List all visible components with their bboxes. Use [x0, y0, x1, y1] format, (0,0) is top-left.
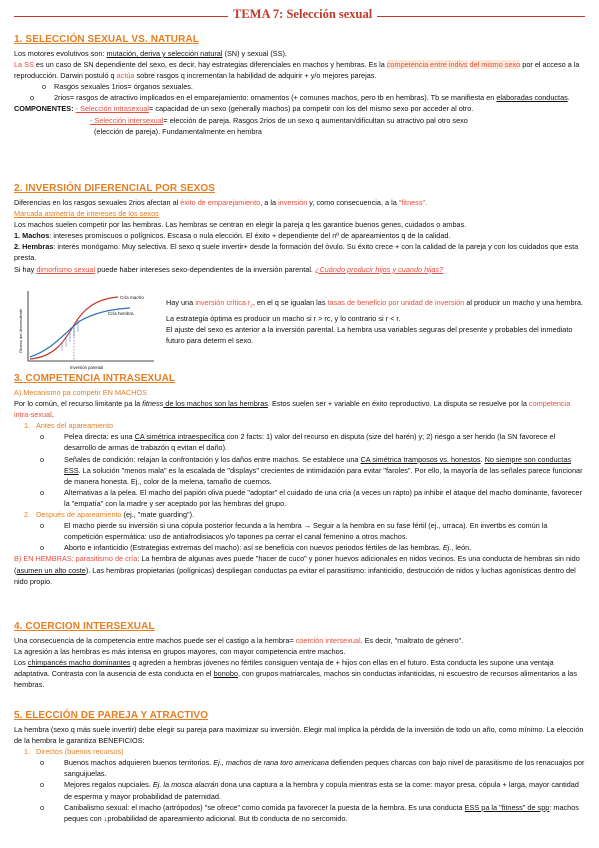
paragraph: Si hay dimorfismo sexual puede haber intereses sexo-dependientes de la inversión parental. ¿Cuándo producir hijos y cuando hijas?: [14, 264, 444, 274]
paragraph: Una consecuencia de la competencia entre machos puede ser el castigo a la hembra= coerción intersexual. Es decir, "maltrato de género".: [14, 636, 464, 645]
chart-label-mid: Cría hembra: [108, 311, 134, 316]
section-5-body: [14, 724, 585, 824]
list-item: o Pelea directa: es una CA simétrica intraespecífica con 2 facts: 1) valor del recurso en disputa (size del harén) y; 2) riesgo a ser herido (la SN favorece el desarrollo de armas de trabazón q evitan el daño).: [40, 432, 556, 453]
components-2: - Selección intersexual= elección de pareja. Rasgos 2rios de un sexo q aumentan/dificultan su atractivo pal otro sexo: [90, 115, 468, 125]
list-item: o 2rios= rasgos de atractivo implicados en el emparejamiento: ornamentos (+ comunes machos, pero tb en hembras). Tb se manifiesta en elaboradas conductas.: [30, 93, 570, 103]
section-4-body: [14, 635, 585, 690]
components: COMPONENTES: - Selección intrasexual= capacidad de un sexo (generally machos) pa competir con los del mismo sexo por acceder al otro.: [14, 104, 474, 114]
figure-explanation: [166, 297, 586, 346]
list-item: o Aborto e infanticidio (Estrategias extremas del macho): así se beneficia con nuevos periodos fértiles de las hembras. Ej., león.: [40, 543, 472, 553]
section-3-body: [14, 387, 585, 587]
paragraph: Por lo común, el recurso limitante pa la fitness de los machos son las hembras. Estos suelen ser + variable en éxito reproductivo. La disputa se resuelve por la competencia intra-sexual.: [14, 399, 571, 420]
list-item: o El macho pierde su inversión si una cópula posterior fecunda a la hembra → Seguir a la hembra en su fase fértil (ej., urraca). En invertbs es común la competición espermática: uso de antiafrodisiacos y/o tapones pa cerrar el canal femenino a otros machos.: [40, 521, 548, 542]
section-3-heading: 3. COMPETENCIA INTRASEXUAL: [14, 373, 176, 384]
list-item: o Buenos machos adquieren buenos territorios. Ej., machos de rana toro americana defienden peques charcas con bajo nivel de parasitismo de los renacuajos por sanguijuelas.: [40, 758, 585, 779]
paragraph: La SS es un caso de SN dependiente del sexo, es decir, hay estrategias diferenciales en machos y hembras. Es la competencia entre indivs del mismo sexo por el acceso a la reproducción. Darwin postuló q actúa sobre rasgos q incrementan la habilidad de adquirir + y/o mejores parejas.: [14, 60, 580, 81]
page-title: TEMA 7: Selección sexual: [228, 7, 377, 22]
subheading: A) Mecanismo pa competir EN MACHOS: [14, 388, 148, 397]
paragraph: Hay una inversión crítica $r_c$, en el q se igualan las tasas de beneficio por unidad de inversión al producir un macho y una hembra. La estrategia óptima es producir un macho si r > rc, y lo contrario si r < r.: [166, 298, 584, 323]
chart-y-label: Fitness del descendiente: [18, 308, 23, 353]
section-4-heading: 4. COERCION INTERSEXUAL: [14, 621, 155, 632]
section-2-heading: 2. INVERSIÓN DIFERENCIAL POR SEXOS: [14, 183, 216, 194]
investment-chart: [14, 287, 160, 371]
chart-x-label: Inversión parental: [70, 365, 104, 370]
components-3: (elección de pareja). Fundamentalmente en hembra: [94, 126, 262, 136]
list-item: o Señales de condición: relajan la confrontación y los daños entre machos. Se establece una CA simétrica tramposos vs. honestos. No siempre son conductas ESS. La solución "menos mala" es la escalada de "displays" crecientes de intimidación para evitar "faroles". Por ello, la mayoría de las señales parece funcionar de manera honesta. Ej., color de la melena, tamaño de cuernos.: [40, 454, 583, 486]
list-item: 1. Antes del apareamiento: [24, 421, 114, 431]
list-item: o Rasgos sexuales 1rios= órganos sexuales.: [42, 82, 193, 92]
list-item: o Alternativas a la pelea. El macho del papión oliva puede "adoptar" el cuidado de una cría (a veces un rapto) pa inhibir el ataque del macho dominante, favorecer la "empatía" con la madre y ser aceptado por las hembras del grupo.: [40, 487, 582, 508]
list-item: 1. Directos (buenos recursos): [24, 747, 124, 757]
subheading: Marcada asimetría de intereses de los sexos: [14, 209, 159, 219]
paragraph: Los chimpancés macho dominantes q agreden a hembras jóvenes no fértiles consiguen ventaja de + hijos con ellas en el futuro. Esta conducta les supone una ventaja adaptativa. Contrasta con la ausencia de esta conducta en el bonobo, con grupos matriarcales, machos sin conductas infanticidas, ni escuestro de recursos alimentarios a las hembras.: [14, 658, 578, 690]
paragraph: 1. Machos: intereses promiscuos o polígnicos. Escasa o nula elección. El éxito + dependiente del nº de apareamientos q de la calidad.: [14, 231, 451, 241]
paragraph: 2. Hembras: interés monógamo. Muy selectiva. El sexo q suele invertir+ desde la formación del óvulo. Su éxito crece + con la calidad de la pareja y con los cuidados que esta presta.: [14, 242, 579, 263]
list-item: o Canibalismo sexual: el macho (artrópodos) "se ofrece" como comida pa favorecer la puesta de la hembra. Es una conducta ESS pa la "fitness" de spp: machos peques con ↓probabilidad de apareamiento adicional. But tb conducta de no sercomido.: [40, 802, 579, 823]
section-1-heading: 1. SELECCIÓN SEXUAL VS. NATURAL: [14, 34, 199, 45]
section-2-body: [14, 197, 585, 275]
paragraph: Los motores evolutivos son: mutación, deriva y selección natural (SN) y sexual (SS).: [14, 49, 287, 58]
paragraph: B) EN HEMBRAS: parasitismo de cría: La hembra de algunas aves puede "hacer de cuco" y poner huevos adicionales en nidos vecinos. Es una conducta de hembras sin nido (asumen un alto coste). Las hembras propietarias (polígnicas) despliegan conductas pa evitar el parasitismo: infanticidio, destrucción de nidos y luchas agonísticas dentro del nido propio.: [14, 554, 580, 586]
paragraph: Los machos suelen competir por las hembras. Las hembras se centran en elegir la pareja q les garantice buenos genes, cuidados o ambas.: [14, 220, 467, 230]
section-1-body: [14, 48, 585, 137]
paragraph: El ajuste del sexo es anterior a la inversión parental. La hembra usa variables seguras del presente y probables del inmediato futuro para determ el sexo.: [166, 324, 573, 345]
list-item: o Mejores regalos nupciales. Ej. la mosca alacrán dona una captura a la hembra y copula mientras esta se la come: mayor presa, cópula + larga, mayor cantidad de esperma y mayor probabilidad de paternidad.: [40, 780, 579, 801]
section-5-heading: 5. ELECCIÓN DE PAREJA Y ATRACTIVO: [14, 710, 209, 721]
chart-label-top: Cría macho: [120, 295, 144, 300]
paragraph: La hembra (sexo q más suele invertir) debe elegir su pareja para maximizar su inversión. Elegir mal implica la pérdida de la inversión de todo un año, como mínimo. La elección de la hembra le garantiza BENEFICIOS:: [14, 725, 584, 746]
paragraph: Diferencias en los rasgos sexuales 2rios afectan al éxito de emparejamiento, a la inversión y, como consecuencia, a la "fitness".: [14, 198, 428, 207]
list-item: 2. Después de apareamiento (ej., "mate guarding").: [24, 510, 195, 520]
paragraph: La agresión a las hembras es más intensa en grupos mayores, con mayor competencia entre machos.: [14, 647, 346, 657]
